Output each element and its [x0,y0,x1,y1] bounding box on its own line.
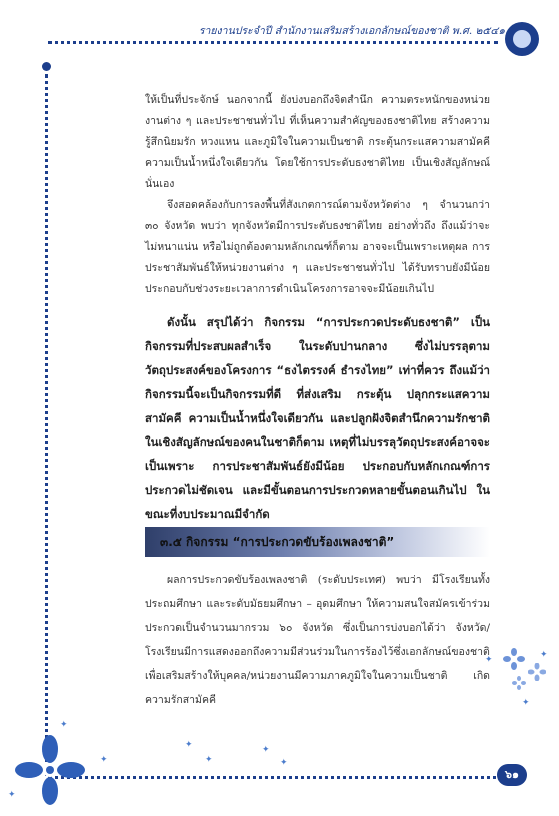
flower-ornament-icon [15,735,85,805]
header-dotted-rule [48,41,498,44]
sparkle-icon: ✦ [100,755,108,765]
paragraph-1: ให้เป็นที่ประจักษ์ นอกจากนี้ ยังบ่งบอกถึงจิตสำนึก ความตระหนักของหน่วยงานต่าง ๆ และประชาชนทั่วไป ที่เห็นความสำคัญของธงชาติไทย สร้างความรู้สึกนิยมรัก หวงแหน และภูมิใจในความเป็นชาติ กระตุ้นกระแสความสามัคคี ความเป็นน้ำหนึ่งใจเดียวกัน โดยใช้การประดับธงชาติไทย เป็นเชิงสัญลักษณ์ นั่นเอง [145,94,490,190]
small-flower-icon [512,676,526,690]
section-heading: ๓.๕ กิจกรรม “การประกวดขับร้องเพลงชาติ” [160,535,395,549]
sparkle-icon: ✦ [522,698,530,708]
margin-dot [42,62,51,71]
sparkle-icon: ✦ [185,740,193,750]
summary-paragraph: ดังนั้น สรุปได้ว่า กิจกรรม “การประกวดประดับธงชาติ” เป็นกิจกรรมที่ประสบผลสำเร็จ ในระดับปานกลาง ซึ่งไม่บรรลุตามวัตถุประสงค์ของโครงการ “ธงไตรรงค์ ธำรงไทย” เท่าที่ควร ถึงแม้ว่ากิจกรรมนี้จะเป็นกิจกรรมที่ดี ที่ส่งเสริม กระตุ้น ปลุกกระแสความสามัคคี ความเป็นน้ำหนึ่งใจเดียวกัน และปลูกฝังจิตสำนึกความรักชาติ ในเชิงสัญลักษณ์ของคนในชาติก็ตาม เหตุที่ไม่บรรลุวัตถุประสงค์อาจจะเป็นเพราะ การประชาสัมพันธ์ยังมีน้อย ประกอบกับหลักเกณฑ์การประกวดไม่ชัดเจน และมีขั้นตอนการประกวดหลายขั้นตอนเกินไป ในขณะที่งบประมาณมีจำกัด [145,315,490,521]
emblem-icon [505,22,539,56]
footer-dotted-rule [48,776,504,779]
sparkle-icon: ✦ [540,650,548,660]
small-flower-icon [503,648,525,670]
sparkle-icon: ✦ [485,655,493,665]
sparkle-icon: ✦ [8,790,16,800]
sparkle-icon: ✦ [280,758,288,768]
body-text [145,90,490,300]
paragraph-2: จึงสอดคล้องกับการลงพื้นที่สังเกตการณ์ตามจังหวัดต่าง ๆ จำนวนกว่า ๓๐ จังหวัด พบว่า ทุกจังหวัดมีการประดับธงชาติไทย อย่างทั่วถึง ถึงแม้ว่าจะไม่หนาแน่น หรือไม่ถูกต้องตามหลักเกณฑ์ก็ตาม อาจจะเป็นเพราะเหตุผล การประชาสัมพันธ์ให้หน่วยงานต่าง ๆ และประชาชนทั่วไป ได้รับทราบยังมีน้อย ประกอบกับช่วงระยะเวลาการดำเนินโครงการอาจจะมีน้อยเกินไป [145,199,490,295]
sparkle-icon: ✦ [205,755,213,765]
sparkle-icon: ✦ [262,745,270,755]
section-paragraph: ผลการประกวดขับร้องเพลงชาติ (ระดับประเทศ) พบว่า มีโรงเรียนทั้งประถมศึกษา และระดับมัธยมศึกษา – อุดมศึกษา ให้ความสนใจสมัครเข้าร่วมประกวดเป็นจำนวนมากรวม ๖๐ จังหวัด ซึ่งเป็นการบ่งบอกได้ว่า จังหวัด/โรงเรียนมีการแสดงออกถึงความมีส่วนร่วมในการร้องไว้ซึ่งเอกลักษณ์ของชาติ เพื่อเสริมสร้างให้บุคคล/หน่วยงานมีความภาคภูมิใจในความเป็นชาติ เกิดความรักสามัคคี [145,574,490,706]
running-header: รายงานประจำปี สำนักงานเสริมสร้างเอกลักษณ์ของชาติ พ.ศ. ๒๕๔๑ [198,25,505,37]
small-flower-icon [528,663,546,681]
page-number: ๖๑ [497,764,527,786]
sparkle-icon: ✦ [60,720,68,730]
section-body [145,568,490,712]
margin-dotted-rule [45,74,48,776]
